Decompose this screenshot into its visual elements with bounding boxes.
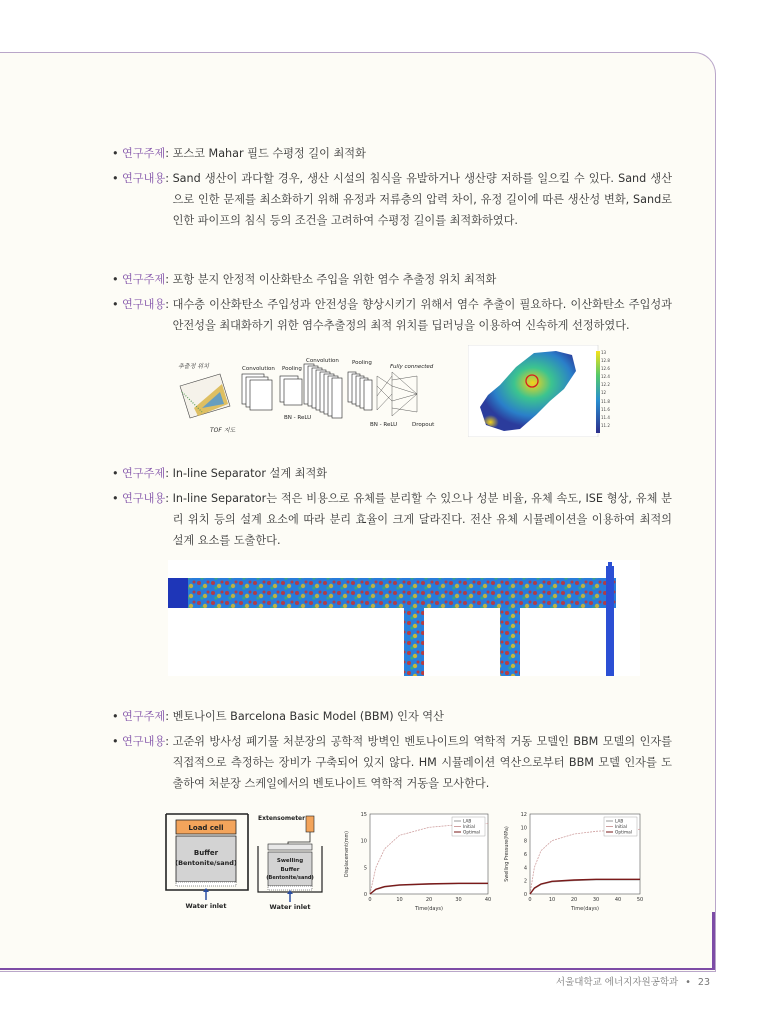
buffer2-sub-label: (Bentonite/sand) xyxy=(266,875,314,881)
content-text: 고준위 방사성 폐기물 처분장의 공학적 방벽인 벤토나이트의 역학적 거동 모델인 BBM 모델의 인자를 직접적으로 측정하는 장비가 구축되어 있지 않다. HM 시뮬레이션 역산으로부터 BBM 모델 인자를 도출하여 처분장 스케일에서의 벤토나이트 역학적 거동을 모사한다. xyxy=(172,735,672,790)
content-label: 연구내용 xyxy=(122,172,166,185)
dropout-label: Dropout xyxy=(412,422,435,428)
accent-line-vertical xyxy=(712,912,715,970)
x-tick-label: 0 xyxy=(368,897,372,903)
y-tick-label: 12 xyxy=(520,812,527,818)
swelling-pressure-chart xyxy=(500,808,648,912)
topic-label: 연구주제 xyxy=(122,467,166,480)
y-tick-label: 2 xyxy=(523,878,527,885)
x-tick-label: 20 xyxy=(570,897,578,903)
topic-text: 포스코 Mahar 필드 수평정 길이 최적화 xyxy=(172,147,366,160)
x-axis-label: Time(days) xyxy=(415,906,443,912)
content-text: Sand 생산이 과다할 경우, 생산 시설의 침식을 유발하거나 생산량 저하를 일으킬 수 있다. Sand 생산으로 인한 문제를 최소화하기 위해 유정과 저류층의 압력 차이, 유정 길이에 따른 생산성 변화, Sand로 인한 파이프의 침식 등의 조건을 고려하여 수평정 길이를 최적화하였다. xyxy=(172,172,672,227)
cnn-architecture-diagram xyxy=(172,346,457,436)
x-tick-label: 0 xyxy=(528,897,532,903)
y-tick-label: 10 xyxy=(360,838,367,845)
y-tick-label: 0 xyxy=(363,892,367,898)
buffer1-label: Buffer xyxy=(193,849,219,857)
topic-text: 포항 분지 안정적 이산화탄소 주입을 위한 염수 추출정 위치 최적화 xyxy=(172,273,497,286)
page-number: 23 xyxy=(697,977,710,988)
content-text: 대수층 이산화탄소 주입성과 안전성을 향상시키기 위해서 염수 추출이 필요하다. 이산화탄소 주입성과 안전성을 최대화하기 위한 염수추출정의 최적 위치를 딥러닝을 이용하여 신속하게 선정하였다. xyxy=(172,298,672,332)
section-4: • 연구주제 : 벤토나이트 Barcelona Basic Model (BBM) 인자 역산 • 연구내용 : 고준위 방사성 폐기물 처분장의 공학적 방벽인 벤토나이트의 역학적 거동 모델인 BBM 모델의 인자를 직접적으로 측정하는 장비가 구축되어 있지 않다. HM 시뮬레이션 역산으로부터 BBM 모델 인자를 도출하여 처분장 스케일에서의 벤토나이트 역학적 거동을 모사한다. xyxy=(112,706,672,794)
section-1: • 연구주제 : 포스코 Mahar 필드 수평정 길이 최적화 • 연구내용 : Sand 생산이 과다할 경우, 생산 시설의 침식을 유발하거나 생산량 저하를 일으킬 수 있다. Sand 생산으로 인한 문제를 최소화하기 위해 유정과 저류층의 압력 차이, 유정 길이에 따른 생산성 변화, Sand로 인한 파이프의 침식 등의 조건을 고려하여 수평정 길이를 최적화하였다. xyxy=(112,143,672,231)
co2-heatmap xyxy=(468,345,610,437)
colorbar-ticks: 13 12.8 12.6 12.4 12.2 12 11.8 11.6 11.4 11.2 xyxy=(601,350,610,428)
x-tick-label: 10 xyxy=(396,897,403,903)
section-2: • 연구주제 : 포항 분지 안정적 이산화탄소 주입을 위한 염수 추출정 위치 최적화 • 연구내용 : 대수층 이산화탄소 주입성과 안전성을 향상시키기 위해서 염수 추출이 필요하다. 이산화탄소 주입성과 안전성을 최대화하기 위한 염수추출정의 최적 위치를 딥러닝을 이용하여 신속하게 선정하였다. xyxy=(112,269,672,336)
buffer1-sub-label: (Bentonite/sand) xyxy=(175,859,237,867)
footer-dot: • xyxy=(685,977,691,988)
conv2-label: Convolution xyxy=(306,358,339,364)
conv1-label: Convolution xyxy=(242,366,275,372)
bn2-label: BN - ReLU xyxy=(370,422,398,428)
content-label: 연구내용 xyxy=(122,492,166,505)
y-tick-label: 5 xyxy=(363,865,367,872)
footer-text: 서울대학교 에너지자원공학과 xyxy=(555,977,679,988)
bn1-label: BN - ReLU xyxy=(284,415,312,421)
section-3: • 연구주제 : In-line Separator 설계 최적화 • 연구내용 : In-line Separator는 적은 비용으로 유체를 분리할 수 있으나 성분 비율, 유체 속도, ISE 형상, 유체 분리 위치 등의 설계 요소에 따라 분리 효율이 크게 달라진다. 전산 유체 시뮬레이션을 이용하여 최적의 설계 요소를 도출한다. xyxy=(112,463,672,551)
topic-text: 벤토나이트 Barcelona Basic Model (BBM) 인자 역산 xyxy=(172,710,444,723)
y-tick-label: 6 xyxy=(523,852,527,858)
input-label: 추출정 위치 xyxy=(178,363,209,370)
topic-label: 연구주제 xyxy=(122,147,166,160)
x-tick-label: 20 xyxy=(425,897,433,903)
swelling-label: Swelling xyxy=(276,858,304,864)
load-cell-label: Load cell xyxy=(188,824,224,832)
legend-label: LAB xyxy=(615,819,624,825)
pool1-label: Pooling xyxy=(282,366,302,372)
topic-label: 연구주제 xyxy=(122,273,166,286)
y-tick-label: 15 xyxy=(360,812,367,818)
y-tick-label: 4 xyxy=(523,865,527,872)
x-tick-label: 40 xyxy=(614,897,622,903)
page-footer xyxy=(556,974,710,988)
content-label: 연구내용 xyxy=(122,298,166,311)
accent-line-horizontal xyxy=(0,968,715,970)
buffer2-label: Buffer xyxy=(280,867,300,873)
legend-label: Initial xyxy=(615,825,627,830)
x-tick-label: 50 xyxy=(636,897,644,903)
legend-label: Optimal xyxy=(615,830,633,836)
y-axis-label: Displacement(mm) xyxy=(345,830,350,878)
x-tick-label: 30 xyxy=(455,897,462,903)
legend-label: Initial xyxy=(463,825,475,830)
content-label: 연구내용 xyxy=(122,735,166,748)
topic-text: In-line Separator 설계 최적화 xyxy=(172,467,328,480)
x-axis-label: Time(days) xyxy=(571,906,599,912)
pool2-label: Pooling xyxy=(352,360,372,366)
water-inlet-2-label: Water inlet xyxy=(269,903,311,911)
displacement-chart xyxy=(340,808,496,912)
content-text: In-line Separator는 적은 비용으로 유체를 분리할 수 있으나 성분 비율, 유체 속도, ISE 형상, 유체 분리 위치 등의 설계 요소에 따라 분리 효율이 크게 달라진다. 전산 유체 시뮬레이션을 이용하여 최적의 설계 요소를 도출한다. xyxy=(172,492,672,547)
legend-label: Optimal xyxy=(463,830,481,836)
water-inlet-1-label: Water inlet xyxy=(185,902,227,910)
y-tick-label: 10 xyxy=(520,825,527,832)
cfd-separator-simulation xyxy=(168,560,640,676)
tof-label: TOF 지도 xyxy=(210,427,236,434)
fc-label: Fully connected xyxy=(390,364,434,370)
x-tick-label: 30 xyxy=(592,897,600,903)
y-tick-label: 8 xyxy=(523,838,527,845)
x-tick-label: 10 xyxy=(548,897,556,903)
topic-label: 연구주제 xyxy=(122,710,166,723)
extensometer-label: Extensometer xyxy=(258,815,306,822)
y-tick-label: 0 xyxy=(523,892,527,898)
legend-label: LAB xyxy=(463,819,472,825)
bbm-apparatus-diagram xyxy=(162,808,330,912)
y-axis-label: Swelling Pressure(MPa) xyxy=(505,826,510,882)
x-tick-label: 40 xyxy=(484,897,492,903)
